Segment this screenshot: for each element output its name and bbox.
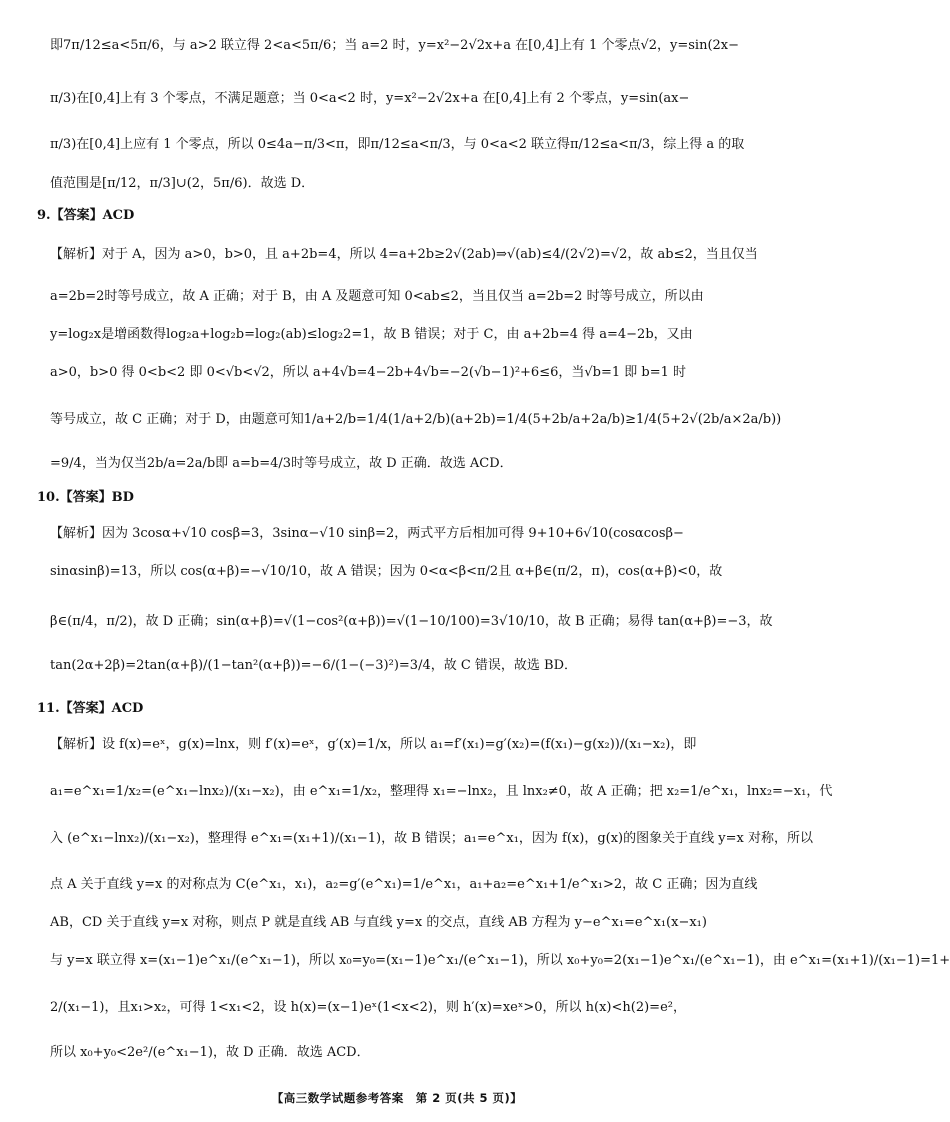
page-footer: 【高三数学试题参考答案 第 2 页(共 5 页)】 [271, 1091, 523, 1105]
text-line: =9/4，当为仅当2b/a=2a/b即 a=b=4/3时等号成立，故 D 正确．故选 ACD． [50, 456, 513, 471]
text-line: 所以 x₀+y₀<2e²/(e^x₁−1)，故 D 正确．故选 ACD． [50, 1045, 370, 1060]
text-line: y=log₂x是增函数得log₂a+log₂b=log₂(ab)≤log₂2=1，故 B 错误；对于 C，由 a+2b=4 得 a=4−2b，又由 [50, 327, 693, 342]
text-line: 【解析】因为 3cosα+√10 cosβ=3，3sinα−√10 sinβ=2，两式平方后相加可得 9+10+6√10(cosαcosβ− [50, 526, 684, 541]
text-line: π/3)在[0,4]上有 3 个零点，不满足题意；当 0<a<2 时，y=x²−2√2x+a 在[0,4]上有 2 个零点，y=sin(ax− [50, 91, 690, 106]
answer-heading: 11.【答案】ACD [37, 701, 144, 716]
text-line: sinαsinβ)=13，所以 cos(α+β)=−√10/10，故 A 错误；因为 0<α<β<π/2且 α+β∈(π/2，π)，cos(α+β)<0，故 [50, 564, 723, 579]
text-line: 入 (e^x₁−lnx₂)/(x₁−x₂)，整理得 e^x₁=(x₁+1)/(x₁−1)，故 B 错误；a₁=e^x₁，因为 f(x)，g(x)的图象关于直线 y=x 对称，所以 [50, 831, 813, 846]
text-line: tan(2α+2β)=2tan(α+β)/(1−tan²(α+β))=−6/(1−(−3)²)=3/4，故 C 错误，故选 BD． [50, 658, 578, 673]
text-line: a=2b=2时等号成立，故 A 正确；对于 B，由 A 及题意可知 0<ab≤2，当且仅当 a=2b=2 时等号成立，所以由 [50, 289, 704, 304]
text-line: a>0，b>0 得 0<b<2 即 0<√b<√2，所以 a+4√b=4−2b+4√b=−2(√b−1)²+6≤6，当√b=1 即 b=1 时 [50, 365, 687, 380]
text-line: a₁=e^x₁=1/x₂=(e^x₁−lnx₂)/(x₁−x₂)，由 e^x₁=1/x₂，整理得 x₁=−lnx₂，且 lnx₂≠0，故 A 正确；把 x₂=1/e^x₁，lnx₂=−x₁，代 [50, 784, 833, 799]
text-line: 值范围是[π/12，π/3]∪(2，5π/6)．故选 D． [50, 176, 315, 191]
text-line: 等号成立，故 C 正确；对于 D，由题意可知1/a+2/b=1/4(1/a+2/b)(a+2b)=1/4(5+2b/a+2a/b)≥1/4(5+2√(2b/a×2a/b)) [50, 412, 782, 427]
text-line: 2/(x₁−1)，且x₁>x₂，可得 1<x₁<2，设 h(x)=(x−1)eˣ(1<x<2)，则 h′(x)=xeˣ>0，所以 h(x)<h(2)=e²， [50, 1000, 686, 1015]
text-line: β∈(π/4，π/2)，故 D 正确；sin(α+β)=√(1−cos²(α+β))=√(1−10/100)=3√10/10，故 B 正确；易得 tan(α+β)=−3，故 [50, 614, 773, 629]
text-line: 点 A 关于直线 y=x 的对称点为 C(e^x₁，x₁)，a₂=g′(e^x₁)=1/e^x₁，a₁+a₂=e^x₁+1/e^x₁>2，故 C 正确；因为直线 [50, 877, 758, 892]
text-line: 【解析】对于 A，因为 a>0，b>0，且 a+2b=4，所以 4=a+2b≥2√(2ab)⇒√(ab)≤4/(2√2)=√2，故 ab≤2，当且仅当 [50, 247, 758, 262]
text-line: AB，CD 关于直线 y=x 对称，则点 P 就是直线 AB 与直线 y=x 的交点，直线 AB 方程为 y−e^x₁=e^x₁(x−x₁) [50, 915, 707, 930]
text-line: π/3)在[0,4]上应有 1 个零点，所以 0≤4a−π/3<π，即π/12≤a<π/3，与 0<a<2 联立得π/12≤a<π/3，综上得 a 的取 [50, 137, 745, 152]
answer-heading: 9.【答案】ACD [37, 208, 135, 223]
text-line: 【解析】设 f(x)=eˣ，g(x)=lnx，则 f′(x)=eˣ，g′(x)=1/x，所以 a₁=f′(x₁)=g′(x₂)=(f(x₁)−g(x₂))/(x₁−x₂)，即 [50, 737, 697, 752]
answer-heading: 10.【答案】BD [37, 490, 134, 505]
text-line: 即7π/12≤a<5π/6，与 a>2 联立得 2<a<5π/6；当 a=2 时，y=x²−2√2x+a 在[0,4]上有 1 个零点√2，y=sin(2x− [50, 38, 740, 53]
text-line: 与 y=x 联立得 x=(x₁−1)e^x₁/(e^x₁−1)，所以 x₀=y₀=(x₁−1)e^x₁/(e^x₁−1)，所以 x₀+y₀=2(x₁−1)e^x₁/(e^x₁−1)，由 e^x₁=(x₁+1)/(x₁−1)=1+ [50, 953, 950, 968]
